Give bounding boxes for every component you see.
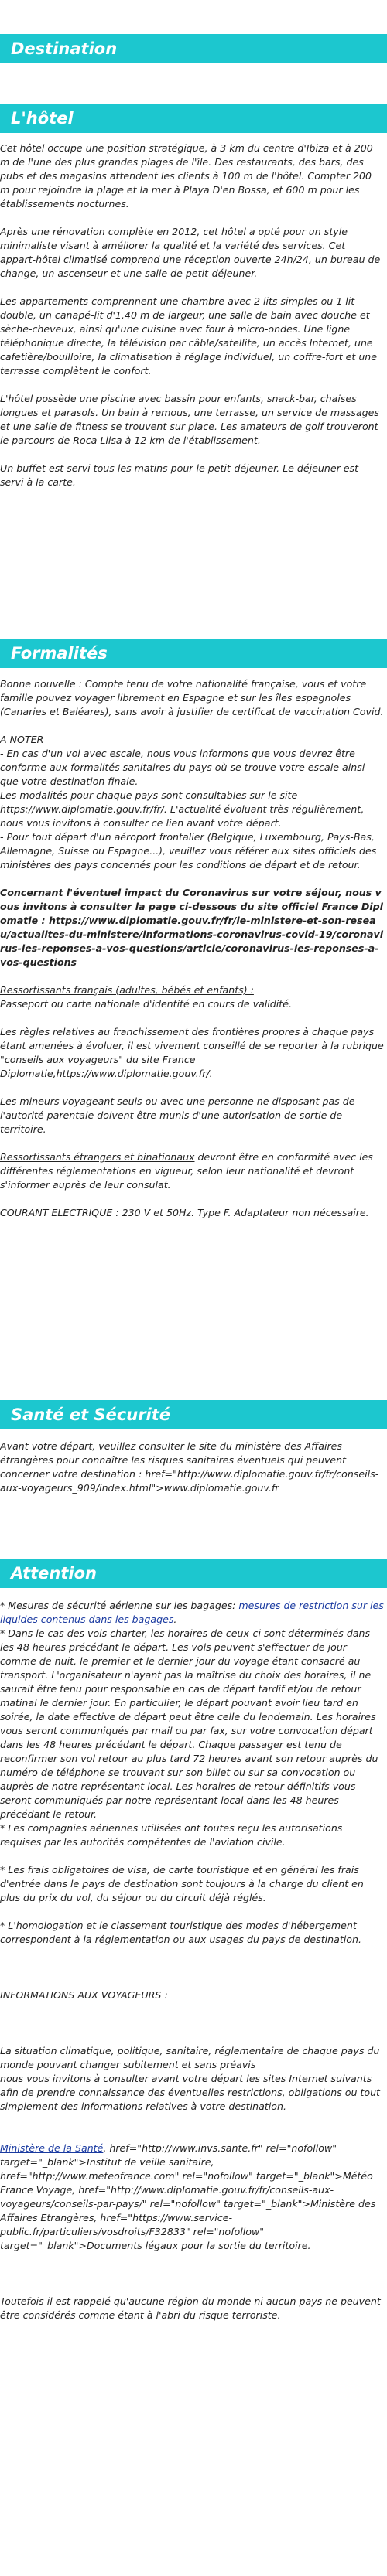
baggage-security-prefix: * Mesures de sécurité aérienne sur les bagages: (0, 1600, 239, 1611)
sante-paragraph: Avant votre départ, veuillez consulter le site du ministère des Affaires étrangères pour connaître les risques sanitaires éventuels qui peuvent concerner votre destination : href="http://www.diplomatie.gouv.fr/fr/conseils-aux-voyageurs_909/index.html">www.diplomatie.gouv.fr (0, 1440, 379, 1494)
foreign-nationals-text: devront être en conformité avec les différentes réglementations en vigueur, selon leur nationalité et devront s'informer auprès de leur consulat. (0, 1151, 373, 1191)
section-banner-formalites (0, 639, 387, 668)
formalites-paragraph: Bonne nouvelle : Compte tenu de votre nationalité française, vous et votre famille pouvez voyager librement en Espagne et sur les îles espagnoles (Canaries et Baléares), sans avoir à justifier de certificat de vaccination Covid. (0, 678, 384, 717)
health-ministry-link[interactable]: Ministère de la Santé (0, 2142, 104, 2154)
hotel-paragraph: Les appartements comprennent une chambre avec 2 lits simples ou 1 lit double, un canapé-lit d'1,40 m de largeur, une salle de bain avec douche et sèche-cheveux, ainsi qu'une cuisine avec four à micro-ondes. Une ligne téléphonique directe, la télévision par câble/satellite, un accès Internet, une cafetière/bouilloire, la climatisation à réglage individuel, un coffre-fort et une terrasse complètent le confort. (0, 295, 378, 377)
travelers-info-heading: INFORMATIONS AUX VOYAGEURS : (0, 1989, 168, 2001)
formalites-paragraph: Les règles relatives au franchissement des frontières propres à chaque pays étant amenées à évoluer, il est vivement conseillé de se reporter à la rubrique "conseils aux voyageurs" du site France Diplomatie,https://www.diplomatie.gouv.fr/. (0, 1026, 384, 1079)
electric-current-info: COURANT ELECTRIQUE : 230 V et 50Hz. Type F. Adaptateur non nécessaire. (0, 1207, 369, 1218)
foreign-nationals-label: Ressortissants étrangers et binationaux (0, 1151, 195, 1163)
charter-flights-paragraph: * Dans le cas des vols charter, les horaires de ceux-ci sont déterminés dans les 48 heures précédant le départ. Les vols peuvent s'effectuer de jour comme de nuit, le premier et le dernier jour du voyage étant consacré au transport. L'organisateur n'ayant pas la maîtrise du choix des horaires, il ne saurait être tenu pour responsable en cas de départ tardif et/ou de retour matinal le dernier jour. En particulier, le départ pouvant avoir lieu tard en soirée, la date effective de départ peut être celle du lendemain. Les horaires vous seront communiqués par mail ou par fax, sur votre convocation départ dans les 48 heures précédant le départ. Chaque passager est tenu de reconfirmer son vol retour au plus tard 72 heures avant son retour auprès du numéro de téléphone se trouvant sur son billet ou sur sa convocation ou auprès de notre représentant local. Les horaires de retour définitifs vous seront communiqués par notre représentant local dans les 48 heures précédant le retour. * Les compagnies aériennes utilisées ont toutes reçu les autorisations requises par les autorités compétentes de l'aviation civile. (0, 1627, 378, 1848)
terrorism-risk-paragraph: Toutefois il est rappelé qu'aucune région du monde ni aucun pays ne peuvent être considérés comme étant à l'abri du risque terroriste. (0, 2295, 381, 2321)
attention-content (0, 1599, 384, 2322)
visa-fees-paragraph: * Les frais obligatoires de visa, de carte touristique et en général les frais d'entrée dans le pays de destination sont toujours à la charge du client en plus du prix du vol, du séjour ou du circuit déjà réglés. (0, 1864, 364, 1903)
formalites-note: A NOTER - En cas d'un vol avec escale, nous vous informons que vous devrez être conforme aux formalités sanitaires du pays où se trouve votre escale ainsi que votre destination finale. Les modalités pour chaque pays sont consultables sur le site https://www.diplomatie.gouv.fr/fr/. L'actualité évoluant très régulièrement, nous vous invitons à consulter ce lien avant votre départ. - Pour tout départ d'un aéroport frontalier (Belgique, Luxembourg, Pays-Bas, Allemagne, Suisse ou Espagne...), veuillez vous référer aux sites officiels des ministères des pays concernés pour les conditions de départ et de retour. (0, 734, 377, 871)
baggage-security-suffix: . (173, 1613, 177, 1625)
hotel-content (0, 141, 384, 489)
useful-links-paragraph (0, 2142, 384, 2253)
accommodation-rating-paragraph: * L'homologation et le classement touristique des modes d'hébergement correspondent à la réglementation ou aux usages du pays de destination. (0, 1920, 361, 1945)
hotel-paragraph: L'hôtel possède une piscine avec bassin pour enfants, snack-bar, chaises longues et parasols. Un bain à remous, une terrasse, un service de massages et une salle de fitness se trouvent sur place. Les amateurs de golf trouveront le parcours de Roca Llisa à 12 km de l'établissement. (0, 393, 379, 446)
hotel-paragraph: Cet hôtel occupe une position stratégique, à 3 km du centre d'Ibiza et à 200 m de l'une des plus grandes plages de l'île. Des restaurants, des bars, des pubs et des magasins attendent les clients à 100 m de l'hôtel. Compter 200 m pour rejoindre la plage et la mer à Playa D'en Bossa, et 600 m pour les établissements nocturnes. (0, 142, 373, 210)
section-banner-hotel (0, 104, 387, 133)
section-title-destination: Destination (11, 39, 118, 58)
coronavirus-notice: Concernant l'éventuel impact du Coronavirus sur votre séjour, nous vous invitons à consulter la page ci-dessous du site officiel France Diplomatie : https://www.diplomatie.gouv.fr/fr/le-ministere-et-son-reseau/actualites-du-ministere/informations-coronavirus-covid-19/coronavirus-les-reponses-a-vos-questions/article/coronavirus-les-reponses-a-vos-questions (0, 887, 384, 968)
travelers-info-paragraph: La situation climatique, politique, sanitaire, réglementaire de chaque pays du monde pouvant changer subitement et sans préavis nous vous invitons à consulter avant votre départ les sites Internet suivants afin de prendre connaissance des éventuelles restrictions, obligations ou tout simplement des informations relatives à votre destination. (0, 2045, 380, 2112)
section-banner-attention (0, 1559, 387, 1588)
section-title-hotel: L'hôtel (11, 109, 74, 128)
formalites-paragraph: Les mineurs voyageant seuls ou avec une personne ne disposant pas de l'autorité parentale doivent être munis d'une autorisation de sortie de territoire. (0, 1095, 355, 1135)
french-nationals-block (0, 983, 384, 1011)
french-nationals-text: Passeport ou carte nationale d'identité en cours de validité. (0, 998, 292, 1010)
baggage-security-line (0, 1599, 384, 1627)
section-banner-destination (0, 34, 387, 63)
section-banner-sante (0, 1400, 387, 1429)
formalites-content (0, 677, 384, 1220)
foreign-nationals-block (0, 1150, 384, 1192)
section-title-sante: Santé et Sécurité (11, 1406, 171, 1424)
french-nationals-label: Ressortissants français (adultes, bébés et enfants) : (0, 984, 254, 996)
useful-links-text: . href="http://www.invs.sante.fr" rel="nofollow" target="_blank">Institut de veille sanitaire, href="http://www.meteofrance.com" rel="nofollow" target="_blank">Météo France Voyage, href="http://www.diplomatie.gouv.fr/fr/conseils-aux-voyageurs/conseils-par-pays/" rel="nofollow" target="_blank">Ministère des Affaires Etrangères, href="https://www.service-public.fr/particuliers/vosdroits/F32833" rel="nofollow" target="_blank">Documents légaux pour la sortie du territoire. (0, 2142, 376, 2251)
sante-content (0, 1440, 384, 1495)
section-title-attention: Attention (11, 1564, 97, 1583)
hotel-paragraph: Après une rénovation complète en 2012, cet hôtel a opté pour un style minimaliste visant à améliorer la qualité et la variété des services. Cet appart-hôtel climatisé comprend une réception ouverte 24h/24, un bureau de change, un ascenseur et une salle de petit-déjeuner. (0, 226, 381, 279)
hotel-paragraph: Un buffet est servi tous les matins pour le petit-déjeuner. Le déjeuner est servi à la carte. (0, 462, 359, 488)
liquids-restriction-link[interactable]: mesures de restriction sur les liquides contenus dans les bagages (0, 1600, 384, 1625)
section-title-formalites: Formalités (11, 644, 108, 663)
